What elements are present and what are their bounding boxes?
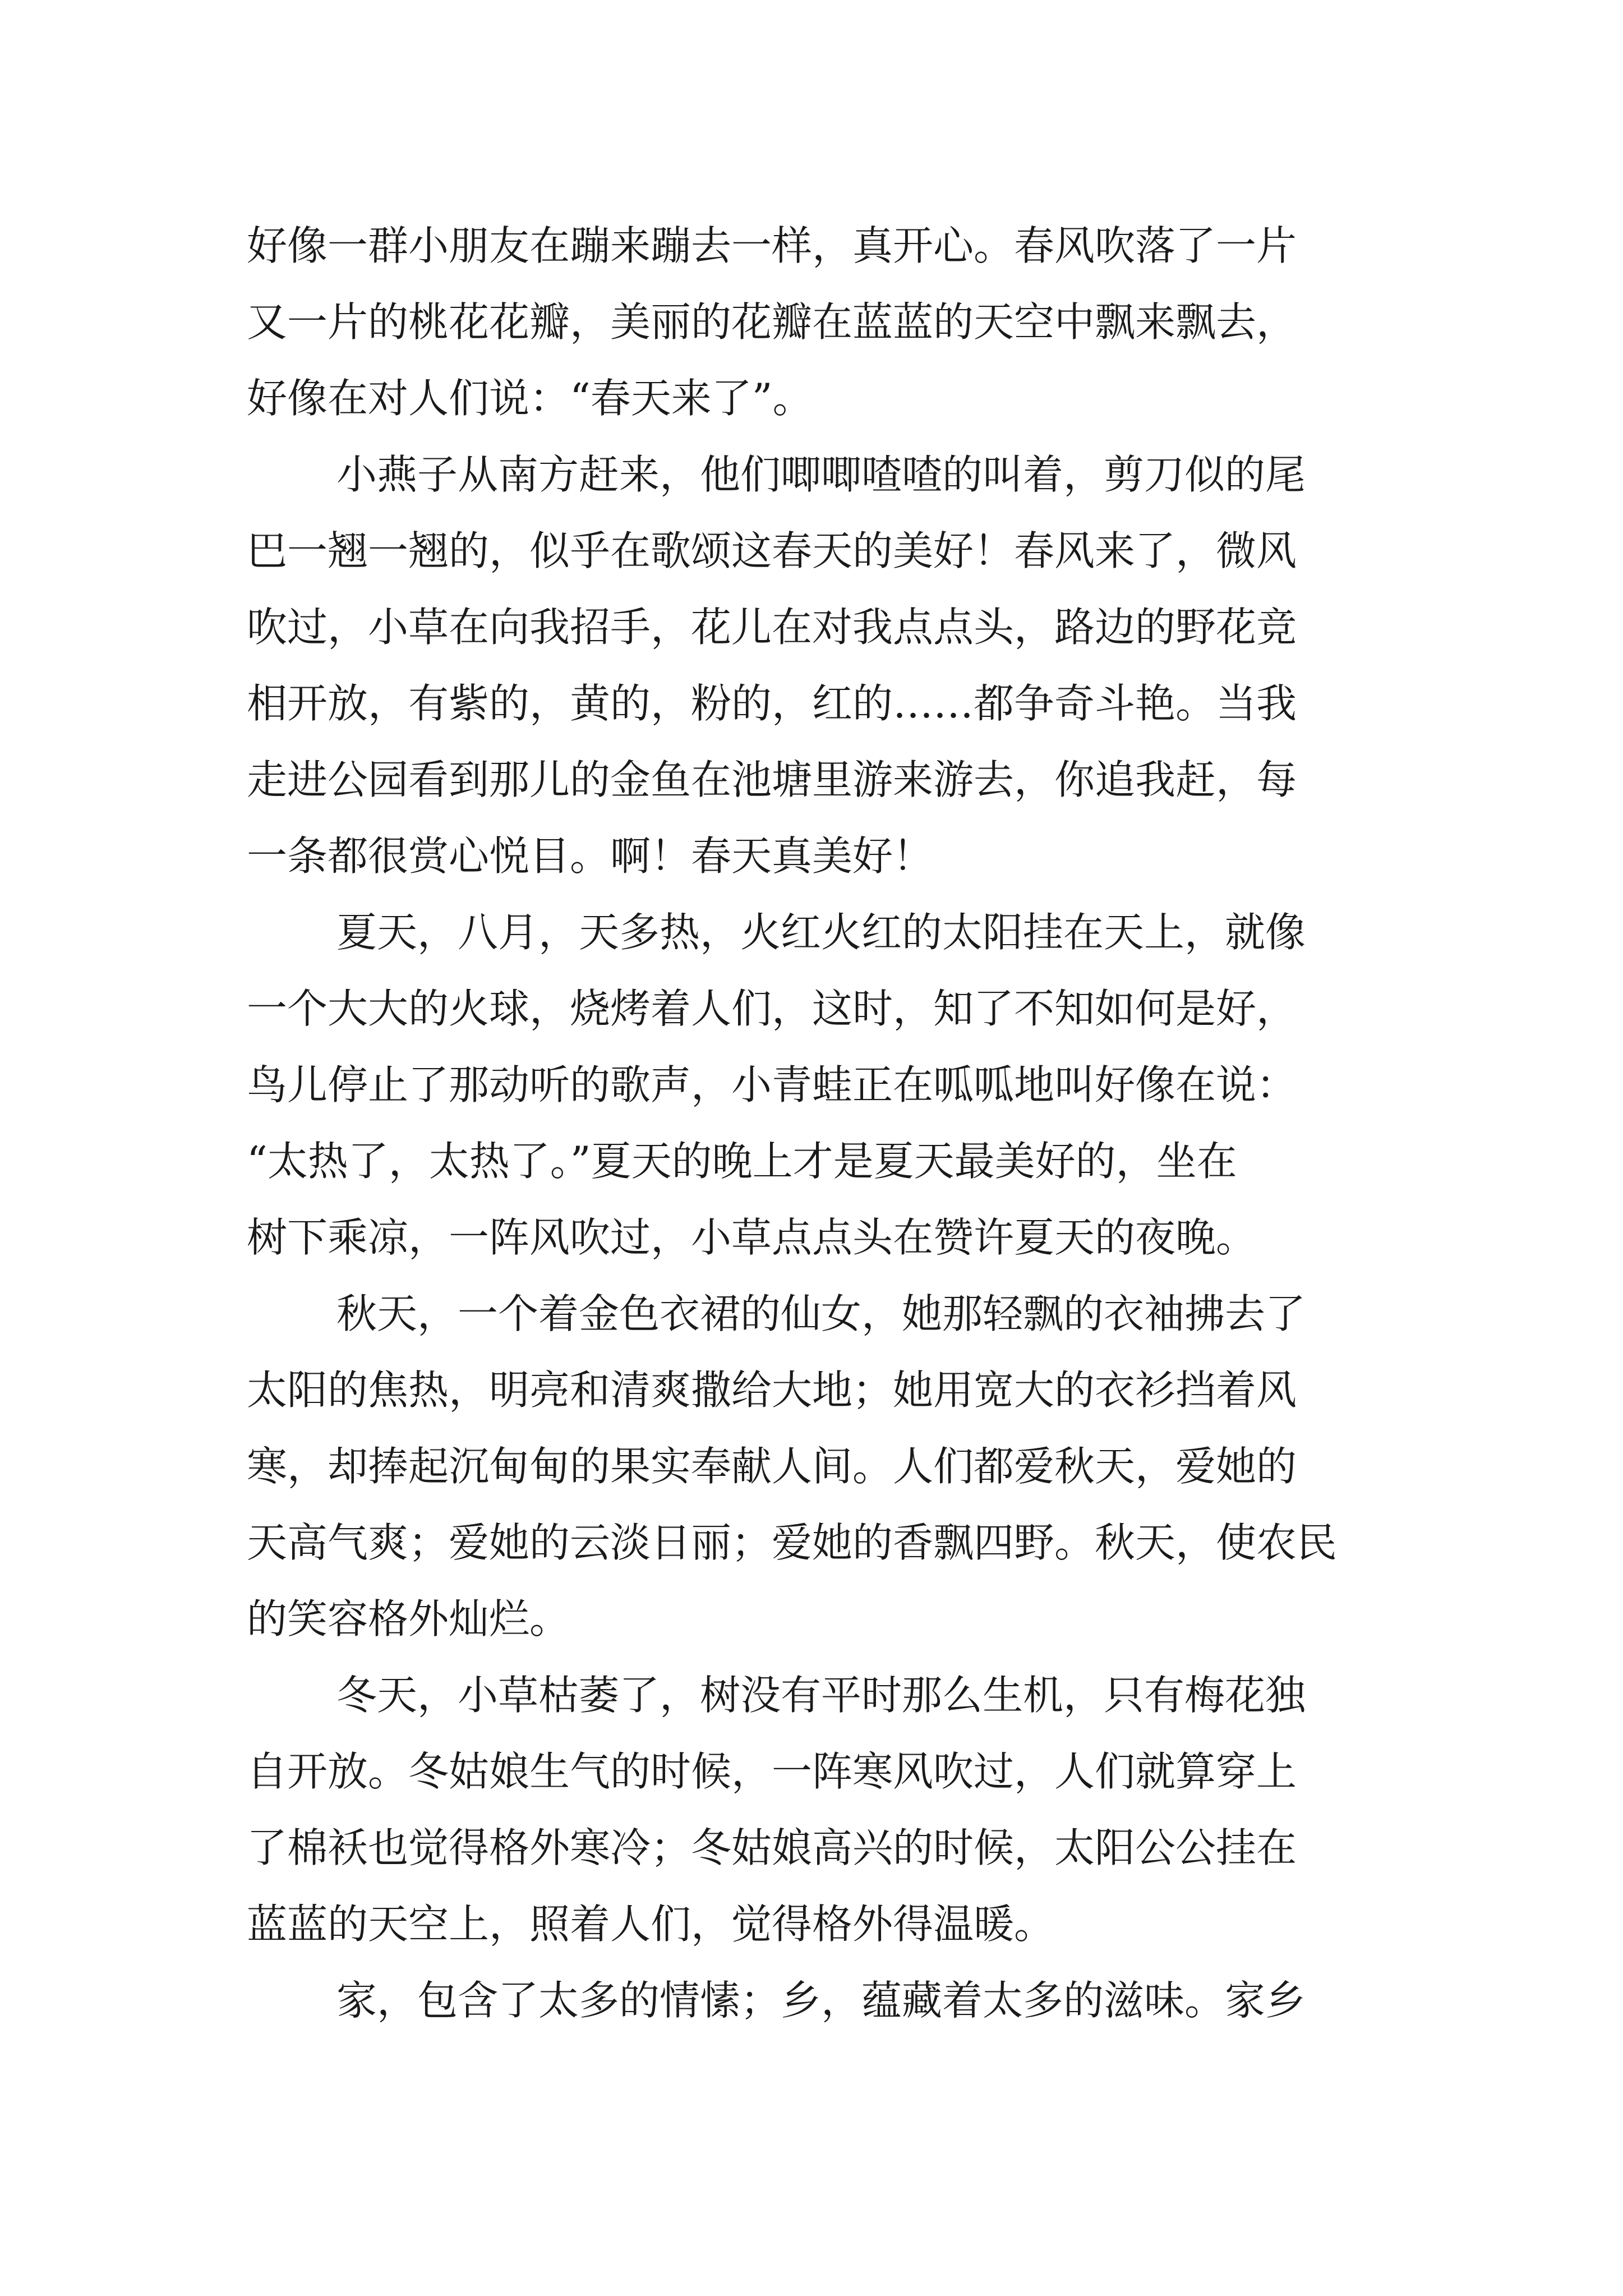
text-line: 夏天，八月，天多热，火红火红的太阳挂在天上，就像 xyxy=(336,909,1306,956)
text-line: 冬天，小草枯萎了，树没有平时那么生机，只有梅花独 xyxy=(336,1672,1306,1719)
text-line: 自开放。冬姑娘生气的时候，一阵寒风吹过，人们就算穿上 xyxy=(247,1748,1297,1795)
text-line: 寒，却捧起沉甸甸的果实奉献人间。人们都爱秋天，爱她的 xyxy=(247,1443,1297,1490)
text-line: 秋天，一个着金色衣裙的仙女，她那轻飘的衣袖拂去了 xyxy=(336,1290,1306,1337)
text-line: 一个大大的火球，烧烤着人们，这时，知了不知如何是好， xyxy=(247,985,1297,1032)
text-line: 好像在对人们说：“春天来了”。 xyxy=(247,375,813,422)
text-line: 太阳的焦热，明亮和清爽撒给大地；她用宽大的衣衫挡着风 xyxy=(247,1366,1297,1414)
text-line: 小燕子从南方赶来，他们唧唧喳喳的叫着，剪刀似的尾 xyxy=(336,451,1306,498)
text-line: 巴一翘一翘的，似乎在歌颂这春天的美好！春风来了，微风 xyxy=(247,527,1297,574)
text-line: 了棉袄也觉得格外寒冷；冬姑娘高兴的时候，太阳公公挂在 xyxy=(247,1824,1297,1871)
text-line: 的笑容格外灿烂。 xyxy=(247,1595,570,1642)
text-line: 一条都很赏心悦目。啊！春天真美好！ xyxy=(247,832,934,880)
text-line: 又一片的桃花花瓣，美丽的花瓣在蓝蓝的天空中飘来飘去， xyxy=(247,298,1297,346)
text-line: 天高气爽；爱她的云淡日丽；爱她的香飘四野。秋天，使农民 xyxy=(247,1519,1338,1566)
text-line: 好像一群小朋友在蹦来蹦去一样，真开心。春风吹落了一片 xyxy=(247,222,1297,269)
text-line: 蓝蓝的天空上，照着人们，觉得格外得温暖。 xyxy=(247,1901,1055,1948)
text-line: 家，包含了太多的情愫；乡，蕴藏着太多的滋味。家乡 xyxy=(336,1977,1306,2024)
text-line: “太热了，太热了。”夏天的晚上才是夏天最美好的，坐在 xyxy=(247,1138,1237,1185)
text-line: 树下乘凉，一阵风吹过，小草点点头在赞许夏天的夜晚。 xyxy=(247,1214,1257,1261)
text-line: 走进公园看到那儿的金鱼在池塘里游来游去，你追我赶，每 xyxy=(247,756,1297,803)
body-text xyxy=(247,208,1380,2039)
text-line: 吹过，小草在向我招手，花儿在对我点点头，路边的野花竞 xyxy=(247,604,1297,651)
text-line: 相开放，有紫的，黄的，粉的，红的……都争奇斗艳。当我 xyxy=(247,680,1297,727)
text-line: 鸟儿停止了那动听的歌声，小青蛙正在呱呱地叫好像在说： xyxy=(247,1061,1297,1108)
